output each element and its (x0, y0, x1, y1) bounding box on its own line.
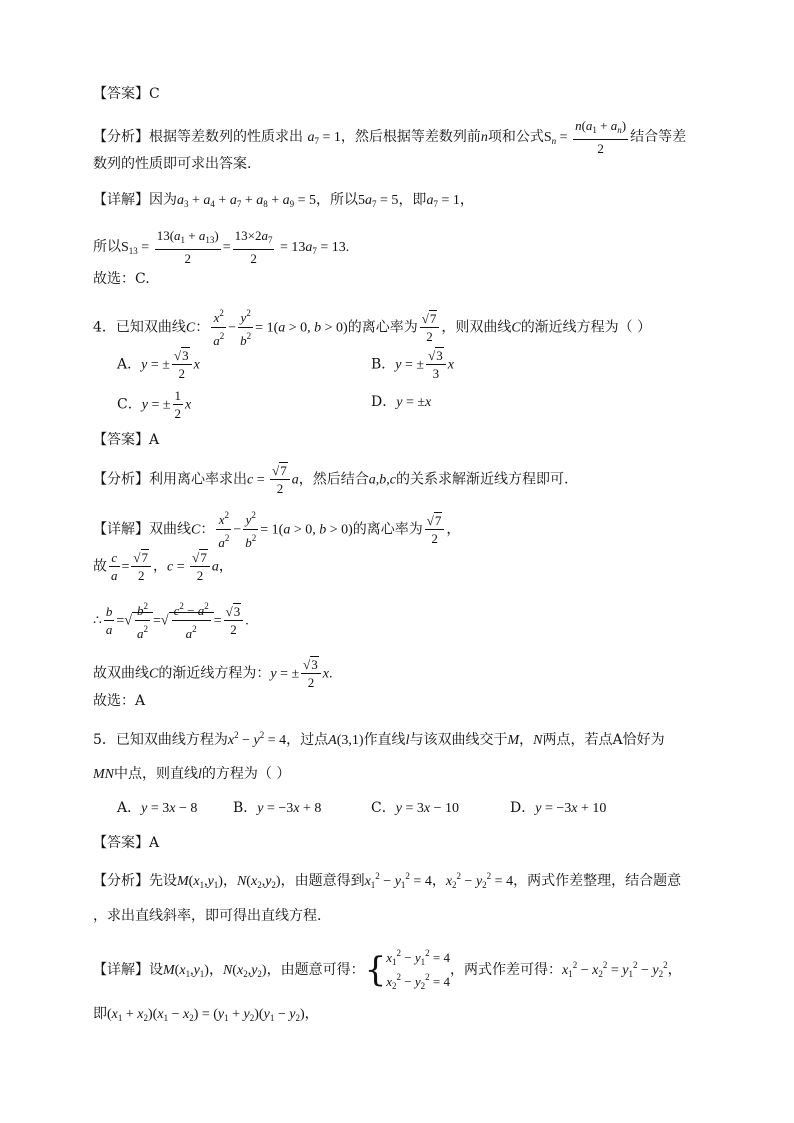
stem-text: 与该双曲线交于 (409, 732, 508, 748)
analysis-text: 的关系求解渐近线方程即可. (395, 471, 569, 488)
q4-analysis-line: 【分析】利用离心率求出c = $\frac{√7}{2}$ a，然后结合a,b,c的关系求解渐近线方程即可. (93, 463, 569, 496)
q4-choose: 故选：A (93, 693, 146, 709)
q4-option-b: B．y = ± $\frac{√3}{3}$ x (371, 348, 454, 381)
q4-stem: 4．已知双曲线C： $\frac{x^2}{a^2}$ − $\frac{y^2}{b^2}$ = 1(a > 0, b > 0)的离心率为 $\frac{√7}{2}$ ，则双曲线C的渐近线方程为（ ） (93, 308, 652, 348)
detail-text: ， (459, 192, 474, 208)
stem-text: 中点，则直线 (114, 766, 198, 782)
q5-analysis-line: 【分析】先设$M(x_1,y_1)$，$N(x_2,y_2)$，由题意得到$x_1^2 - y_1^2 = 4$，$x_2^2 - y_2^2 = 4$，两式作差整理，结合题意 (93, 871, 682, 890)
q5-option-a: A．y = 3x − 8 (117, 800, 198, 816)
answer-tag: 【答案】 (93, 432, 149, 448)
analysis-text: ，然后结合 (298, 471, 369, 488)
stem-text: ， (519, 732, 534, 748)
stem-text: 两点，若点A恰好为 (542, 732, 665, 748)
detail-text: ， (208, 962, 223, 978)
q4-detail-line3: ∴ $\frac{b}{a}$ =√ $\frac{b^2}{a^2}$ =√ $\frac{c^2 - a^2}{a^2}$ = $\frac{√3}{2}$ . (93, 601, 249, 641)
option-label: D． (371, 394, 397, 410)
detail-text: ，即 (398, 192, 427, 208)
option-label: C． (371, 800, 396, 816)
stem-text: 的方程为（ ） (201, 766, 291, 782)
detail-text: 故 (93, 558, 107, 575)
stem-text: 作直线 (363, 732, 406, 748)
option-label: B． (371, 356, 396, 373)
detail-text: ， (218, 558, 233, 575)
detail-text: ，由题意可得： (266, 962, 365, 978)
option-label: B． (233, 800, 258, 816)
analysis-text: 利用离心率求出 (149, 471, 247, 488)
q4-option-c: C．y = ± $\frac{1}{2}$ x (117, 388, 192, 421)
stem-text: 的离心率为 (347, 319, 418, 336)
detail-tag: 【详解】 (93, 192, 149, 208)
detail-text: ， (667, 962, 682, 978)
analysis-text: ，然后根据等差数列前 (340, 129, 481, 145)
detail-text: ， (304, 1006, 319, 1022)
detail-text: 所以 (93, 239, 121, 255)
detail-text: 即 (93, 1006, 107, 1022)
analysis-text: 根据等差数列的性质求出 (149, 129, 303, 145)
option-label: C． (117, 396, 142, 413)
q5-detail-line: 【详解】设$M(x_1,y_1)$，$N(x_2,y_2)$，由题意可得：{ $x_1^2 - y_1^2 = 4$ $x_2^2 - y_2^2 = 4$ ，两式作差可得：$x_1^2 - x_2^2 = y_1^2 - y_2^2$， (93, 948, 682, 991)
analysis-text: ， (431, 873, 446, 889)
option-label: A． (117, 800, 142, 816)
option-label: A． (117, 356, 142, 373)
answer-value: A (149, 432, 160, 448)
stem-text: 4．已知双曲线 (93, 319, 186, 336)
analysis-text: ，由题意得到 (280, 873, 365, 889)
q4-option-a: A．y = ± $\frac{√3}{2}$ x (117, 348, 200, 381)
analysis-text: 先设 (149, 873, 177, 889)
detail-tag: 【详解】 (93, 521, 149, 538)
analysis-text: 结合等差 (630, 129, 687, 145)
detail-text: 双曲线 (149, 521, 191, 538)
detail-text: 的离心率为 (352, 521, 423, 538)
detail-text: ，两式作差可得： (449, 962, 562, 978)
q5-stem-line2: MN中点，则直线l的方程为（ ） (93, 766, 291, 782)
q3-choose: 故选：C. (93, 271, 150, 287)
q5-answer-line (93, 836, 159, 850)
q5-detail-line2: 即$(x_1 + x_2)(x_1 - x_2) = (y_1 + y_2)(y_1 - y_2)$， (93, 1006, 319, 1023)
q4-detail-line: 【详解】双曲线C： $\frac{x^2}{a^2}$ − $\frac{y^2}{b^2}$ = 1(a > 0, b > 0)的离心率为 $\frac{√7}{2}$ ， (93, 510, 461, 550)
stem-text: 的渐近线方程为（ ） (520, 319, 652, 336)
q5-analysis-line2: ，求出直线斜率，即可得出直线方程. (93, 908, 322, 924)
q5-option-d: D．y = −3x + 10 (510, 800, 607, 816)
analysis-text: ，两式作差整理，结合题意 (513, 873, 682, 889)
stem-text: 5．已知双曲线方程为 (93, 732, 228, 748)
analysis-tag: 【分析】 (93, 129, 149, 145)
detail-text: ， (446, 521, 461, 538)
q4-detail-line2: 故 $\frac{c}{a}$ = $\frac{√7}{2}$ ，c = $\frac{√7}{2}$ a， (93, 550, 233, 583)
q4-conclusion: 故双曲线C的渐近线方程为：y = ± $\frac{√3}{2}$ x. (93, 657, 333, 690)
answer-tag: 【答案】 (93, 835, 149, 851)
q5-option-b: B．y = −3x + 8 (233, 800, 322, 816)
detail-text: ， (153, 558, 168, 575)
q5-option-c: C．y = 3x − 10 (371, 800, 459, 816)
detail-text: 因为 (149, 192, 177, 208)
detail-text: 故双曲线 (93, 665, 149, 682)
analysis-tag: 【分析】 (93, 471, 149, 488)
q4-answer-line (93, 433, 159, 447)
analysis-text: ， (222, 873, 237, 889)
q3-answer-line (93, 87, 160, 101)
stem-text: ，则双曲线 (441, 319, 512, 336)
answer-value: A (149, 835, 160, 851)
q5-stem: 5．已知双曲线方程为$x^2 - y^2 = 4$，过点A(3,1)作直线l与该双曲线交于M，N两点，若点A恰好为 (93, 730, 665, 748)
q3-detail-line: 【详解】因为$a_3 + a_4 + a_7 + a_8 + a_9 = 5$，所以$5a_7 = 5$，即$a_7 = 1$， (93, 192, 474, 209)
q4-option-d: D．y = ±x (371, 394, 432, 410)
q3-analysis-line2: 数列的性质即可求出答案. (93, 156, 252, 172)
q3-detail-line2: 所以$S_{13}$ = $\frac{13(a_1 + a_{13})}{2}$ = $\frac{13\times 2a_7}{2}$ = $13a_7 = 13$. (93, 228, 350, 266)
detail-text: 的渐近线方程为： (158, 665, 271, 682)
q3-analysis-line: 【分析】根据等差数列的性质求出 $a_7 = 1$，然后根据等差数列前n项和公式$S_n$ = $\frac{n(a_1 + a_n)}{2}$ 结合等差 (93, 118, 687, 156)
answer-tag: 【答案】 (93, 86, 149, 102)
detail-tag: 【详解】 (93, 962, 149, 978)
stem-text: ，过点 (286, 732, 329, 748)
analysis-tag: 【分析】 (93, 873, 149, 889)
detail-text: ，所以 (316, 192, 359, 208)
option-label: D． (510, 800, 536, 816)
answer-value: C (149, 86, 160, 102)
analysis-text: 项和公式 (487, 129, 544, 145)
detail-text: 设 (149, 962, 163, 978)
